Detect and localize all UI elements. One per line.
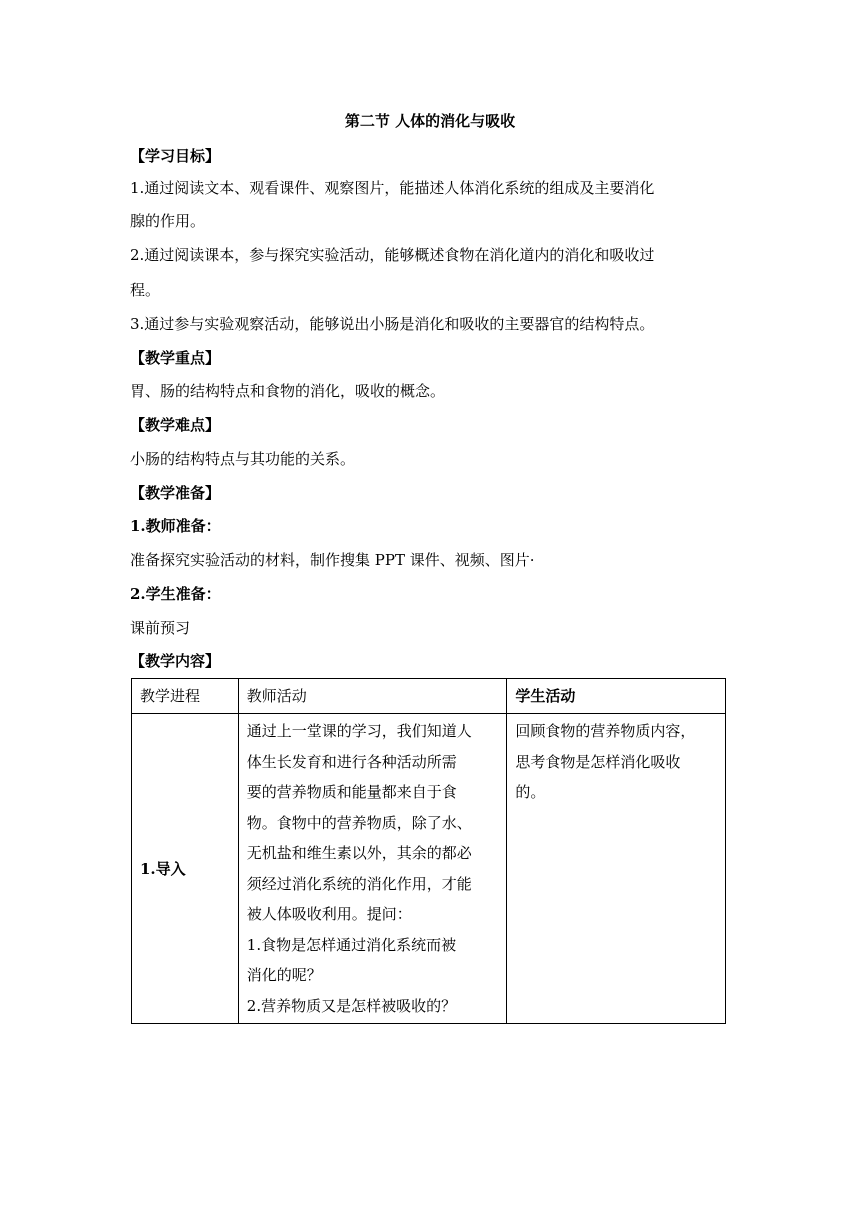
teacher-activity-line: 无机盐和维生素以外，其余的都必	[246, 844, 472, 862]
objective-line: 腺的作用。	[130, 212, 206, 230]
teacher-activity-line: 物。食物中的营养物质，除了水、	[246, 813, 472, 832]
teacher-activity-line: 消化的呢？	[246, 966, 322, 984]
table-header-row	[132, 679, 726, 714]
objectives-heading: 【学习目标】	[130, 147, 221, 165]
student-prep-label: 2.学生准备：	[130, 585, 221, 603]
difficulty-heading: 【教学难点】	[130, 416, 221, 434]
header-stage: 教学进程	[132, 679, 239, 714]
lesson-table	[131, 678, 726, 1024]
teacher-activity-line: 通过上一堂课的学习，我们知道人	[246, 722, 472, 740]
header-teacher-activity: 教师活动	[238, 679, 507, 714]
key-points-heading: 【教学重点】	[130, 349, 221, 367]
teacher-activity-line: 被人体吸收利用。提问：	[246, 905, 412, 923]
teacher-activity-cell	[238, 714, 507, 1024]
objective-line: 2.通过阅读课本，参与探究实验活动，能够概述食物在消化道内的消化和吸收过	[130, 246, 655, 264]
student-activity-line: 回顾食物的营养物质内容，	[515, 722, 696, 740]
teacher-prep-label: 1.教师准备：	[130, 517, 221, 535]
objective-line: 程。	[130, 281, 161, 299]
key-points-text: 胃、肠的结构特点和食物的消化，吸收的概念。	[130, 382, 446, 400]
teacher-activity-line: 要的营养物质和能量都来自于食	[246, 783, 457, 801]
teacher-activity-line: 须经过消化系统的消化作用，才能	[246, 874, 472, 893]
teacher-activity-line: 体生长发育和进行各种活动所需	[246, 752, 457, 771]
teacher-activity-line: 2.营养物质又是怎样被吸收的？	[246, 996, 457, 1015]
table-row	[132, 714, 726, 1024]
objective-line: 3.通过参与实验观察活动，能够说出小肠是消化和吸收的主要器官的结构特点。	[130, 315, 655, 333]
objective-line: 1.通过阅读文本、观看课件、观察图片，能描述人体消化系统的组成及主要消化	[130, 179, 655, 197]
student-prep-text: 课前预习	[130, 619, 191, 637]
stage-cell: 1.导入	[132, 714, 239, 1024]
preparation-heading: 【教学准备】	[130, 484, 221, 502]
teacher-activity-line: 1.食物是怎样通过消化系统而被	[246, 935, 457, 954]
teacher-prep-text: 准备探究实验活动的材料，制作搜集 PPT 课件、视频、图片·	[130, 551, 535, 569]
student-activity-line: 的。	[515, 783, 546, 801]
content-heading: 【教学内容】	[130, 652, 221, 670]
difficulty-text: 小肠的结构特点与其功能的关系。	[130, 450, 356, 468]
student-activity-line: 思考食物是怎样消化吸收	[515, 752, 681, 771]
header-student-activity: 学生活动	[507, 679, 726, 714]
page-title: 第二节 人体的消化与吸收	[344, 112, 516, 130]
student-activity-cell	[507, 714, 726, 1024]
